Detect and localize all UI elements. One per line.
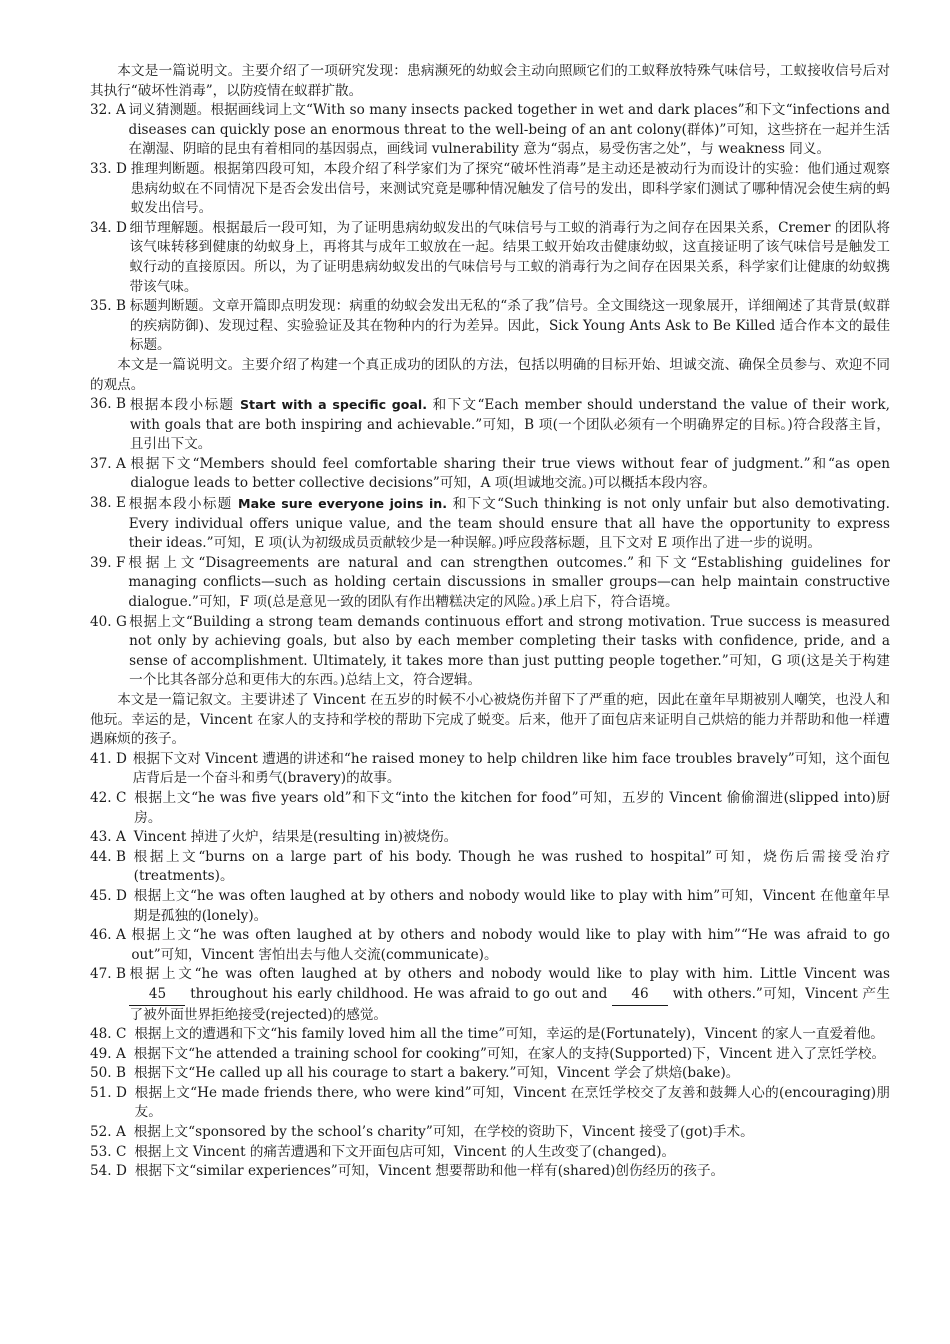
answer-number: 34. D <box>90 219 127 236</box>
answer-number: 53. C <box>90 1143 127 1160</box>
explanation-text: 和下文“Each member should understand the value of their work, with goals that are both inspiring and achievable.”可知，B 项(一个团队必须有一个明确界定的目标。)符合段落主旨，且引出下文。 <box>129 397 890 453</box>
answer-item-37 <box>90 455 890 494</box>
answer-number: 48. C <box>90 1026 127 1043</box>
blank-45: 45 <box>129 985 185 1006</box>
answer-explanation: 根据上文“he was often laughed at by others and nobody would like to play with him”可知，Vincent 在他童年早期是孤独的(lonely)。 <box>133 887 890 924</box>
answer-number: 32. A <box>90 102 126 119</box>
answer-number: 54. D <box>90 1163 127 1180</box>
answer-number: 52. A <box>90 1124 126 1141</box>
answer-number: 45. D <box>90 887 127 904</box>
explanation-text: throughout his early childhood. He was afraid to go out and <box>185 985 613 1002</box>
answer-item-39 <box>90 554 890 613</box>
answer-explanation: 根据下文“He called up all his courage to start a bakery.”可知，Vincent 学会了烘焙(bake)。 <box>133 1065 740 1082</box>
answer-explanation <box>129 965 890 1025</box>
answer-number: 47. B <box>90 966 126 983</box>
answer-item-44 <box>90 848 890 887</box>
answer-item-33 <box>90 160 890 219</box>
answer-number: 51. D <box>90 1084 127 1101</box>
answer-item-51 <box>90 1084 890 1123</box>
answer-item-36 <box>90 395 890 455</box>
explanation-text: 根据上文“he was often laughed at by others and nobody would like to play with him. Little Vincent was <box>129 966 890 983</box>
answer-item-32 <box>90 101 890 160</box>
passage-summary: 本文是一篇记叙文。主要讲述了 Vincent 在五岁的时候不小心被烧伤并留下了严重的疤，因此在童年早期被别人嘲笑，也没人和他玩。幸运的是，Vincent 在家人的支持和学校的帮助下完成了蜕变。后来，他开了面包店来证明自己烘焙的能力并帮助和他一样遭遇麻烦的孩子。 <box>90 692 890 748</box>
answer-explanation: 根据上文“he was five years old”和下文“into the kitchen for food”可知，五岁的 Vincent 偷偷溜进(slipped into)厨房。 <box>134 789 890 826</box>
answer-item-40 <box>90 613 890 691</box>
answer-explanation: 根据上文“he was often laughed at by others and nobody would like to play with him”“He was afraid to go out”可知，Vincent 害怕出去与他人交流(communicate)。 <box>131 927 890 963</box>
answer-explanation: 根据上文“He made friends there, who were kind”可知，Vincent 在烹饪学校交了友善和鼓舞人心的(encouraging)朋友。 <box>134 1084 890 1121</box>
answer-explanation: 根据上文“sponsored by the school’s charity”可知，在学校的资助下，Vincent 接受了(got)手术。 <box>133 1124 754 1141</box>
answer-item-42 <box>90 789 890 828</box>
answer-explanation: 根据下文“Members should feel comfortable sharing their true views without fear of judgment.”和“as open dialogue leads to better collective decisions”可知，A 项(坦诚地交流。)可以概括本段内容。 <box>130 455 890 492</box>
answer-number: 44. B <box>90 848 126 865</box>
answer-explanation: 根据上文“burns on a large part of his body. Though he was rushed to hospital”可知，烧伤后需接受治疗(treatments)。 <box>133 848 890 885</box>
answer-item-46 <box>90 926 890 965</box>
explanation-text: with others.”可知，Vincent 产生了被外面世界拒绝接受(rejected)的感觉。 <box>129 985 890 1023</box>
answer-item-50 <box>90 1064 890 1084</box>
answer-number: 38. E <box>90 495 126 512</box>
answer-item-35 <box>90 297 890 356</box>
answer-number: 40. G <box>90 613 127 630</box>
explanation-text: 和下文“Such thinking is not only unfair but also demotivating. Every individual offers unique value, and the team should ensure that all have the opportunity to express their ideas.”可知，E 项(认为初级成员贡献较少是一种误解。)呼应段落标题，且下文对 E 项作出了进一步的说明。 <box>128 496 891 552</box>
answer-item-49 <box>90 1045 890 1065</box>
answer-number: 50. B <box>90 1065 126 1082</box>
paragraph-heading: Make sure everyone joins in. <box>238 496 448 512</box>
answer-number: 39. F <box>90 554 126 571</box>
answer-explanation: 根据下文“similar experiences”可知，Vincent 想要帮助和他一样有(shared)创伤经历的孩子。 <box>134 1163 725 1180</box>
answer-number: 43. A <box>90 829 126 846</box>
answer-number: 36. B <box>90 396 126 413</box>
answer-explanation: 根据下文对 Vincent 遭遇的讲述和“he raised money to help children like him face troubles bravely”可知，这个面包店背后是一个奋斗和勇气(bravery)的故事。 <box>132 750 890 787</box>
answer-number: 42. C <box>90 789 127 806</box>
answer-item-34 <box>90 219 890 297</box>
answer-number: 46. A <box>90 927 126 944</box>
paragraph-heading: Start with a specific goal. <box>239 397 428 413</box>
answer-explanation: 词义猜测题。根据画线词上文“With so many insects packed together in wet and dark places”和下文“infections and diseases can quickly pose an enormous threat to the well-being of an ant colony(群体)”可知，这些挤在一起并生活在潮湿、阴暗的昆虫有着相同的基因弱点，画线词 vulnerability 意为“弱点，易受伤害之处”，与 weakness 同义。 <box>128 102 890 158</box>
answer-item-53 <box>90 1143 890 1163</box>
answer-explanation <box>129 494 890 554</box>
explanation-text: 根据本段小标题 <box>128 496 239 513</box>
answer-explanation: 根据上文的遭遇和下文“his family loved him all the time”可知，幸运的是(Fortunately)，Vincent 的家人一直爱着他。 <box>134 1026 884 1043</box>
answer-explanation: 根据上文“Disagreements are natural and can strengthen outcomes.”和下文“Establishing guidelines for managing conflicts—such as holding certain discussions in smaller groups—can help maintain constructive dialogue.”可知，F 项(总是意见一致的团队有作出糟糕决定的风险。)承上启下，符合语境。 <box>128 554 890 611</box>
answer-item-47 <box>90 965 890 1025</box>
passage-summary: 本文是一篇说明文。主要介绍了构建一个真正成功的团队的方法，包括以明确的目标开始、坦诚交流、确保全员参与、欢迎不同的观点。 <box>90 356 890 393</box>
answer-number: 37. A <box>90 455 126 472</box>
answer-explanation: 标题判断题。文章开篇即点明发现：病重的幼蚁会发出无私的“杀了我”信号。全文围绕这一现象展开，详细阐述了其背景(蚁群的疾病防御)、发现过程、实验验证及其在物种内的行为差异。因此，Sick Young Ants Ask to Be Killed 适合作本文的最佳标题。 <box>129 298 890 354</box>
blank-46: 46 <box>612 985 668 1006</box>
answer-item-48 <box>90 1025 890 1045</box>
answer-item-45 <box>90 887 890 926</box>
answer-number: 33. D <box>90 160 127 177</box>
answer-explanation: 根据上文“Building a strong team demands continuous effort and strong motivation. True success is measured not only by achieving goals, but also by each member completing their tasks with confidence, pride, and a sense of accomplishment. Ultimately, it takes more than just putting people together.”可知，G 项(这是关于构建一个比其各部分总和更伟大的东西。)总结上文，符合逻辑。 <box>129 613 890 689</box>
answer-explanation: 根据上文 Vincent 的痛苦遭遇和下文开面包店可知，Vincent 的人生改变了(changed)。 <box>134 1143 676 1160</box>
answer-explanation: 细节理解题。根据最后一段可知，为了证明患病幼蚁发出的气味信号与工蚁的消毒行为之间存在因果关系，Cremer 的团队将该气味转移到健康的幼蚁身上，再将其与成年工蚁放在一起。结果工蚁开始攻击健康幼蚁，这直接证明了该气味信号是触发工蚁行动的直接原因。所以，为了证明患病幼蚁发出的气味信号与工蚁的消毒行为之间存在因果关系，科学家们让健康的幼蚁携带该气味。 <box>129 219 890 295</box>
answer-item-52 <box>90 1123 890 1143</box>
answer-explanation: 推理判断题。根据第四段可知，本段介绍了科学家们为了探究“破坏性消毒”是主动还是被动行为而设计的实验：他们通过观察患病幼蚁在不同情况下是否会发出信号，来测试究竟是哪种情况触发了信号的发出，即科学家们测试了哪种情况会使生病的蚂蚁发出信号。 <box>130 160 890 217</box>
answer-item-38 <box>90 494 890 554</box>
answer-explanation: 根据下文“he attended a training school for cooking”可知，在家人的支持(Supported)下，Vincent 进入了烹饪学校。 <box>133 1045 886 1062</box>
explanation-text: 根据本段小标题 <box>129 397 240 414</box>
answer-item-41 <box>90 750 890 789</box>
answer-explanation <box>130 395 890 455</box>
answer-item-54 <box>90 1162 890 1182</box>
answer-item-43 <box>90 828 890 848</box>
answer-number: 35. B <box>90 298 126 315</box>
answer-explanation: Vincent 掉进了火炉，结果是(resulting in)被烧伤。 <box>133 829 458 846</box>
passage-summary: 本文是一篇说明文。主要介绍了一项研究发现：患病濒死的幼蚁会主动向照顾它们的工蚁释放特殊气味信号，工蚁接收信号后对其执行“破坏性消毒”，以防疫情在蚁群扩散。 <box>90 63 890 99</box>
answer-number: 49. A <box>90 1045 126 1062</box>
answer-number: 41. D <box>90 750 127 767</box>
